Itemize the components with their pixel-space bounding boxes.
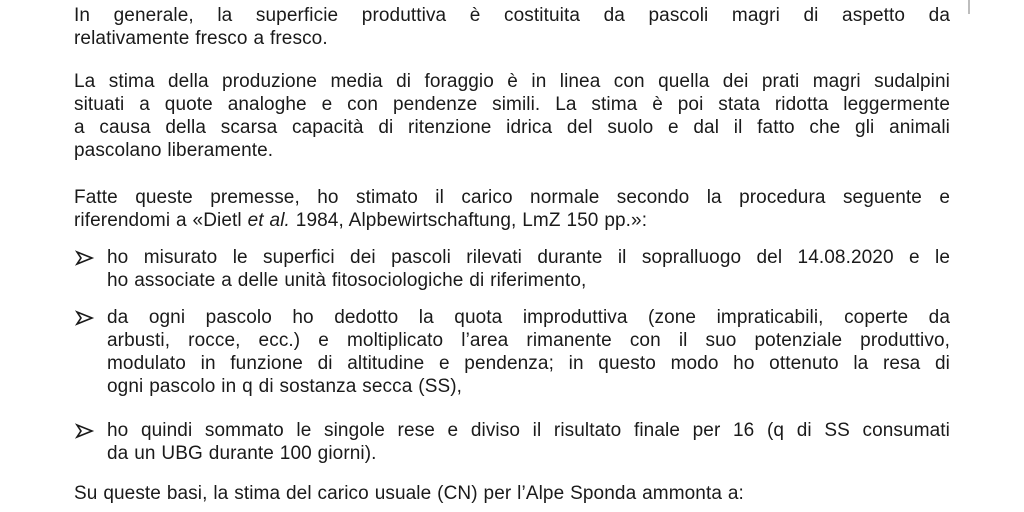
reference-text-end: 1984, Alpbewirtschaftung, LmZ 150 pp.»: [289,210,648,231]
text-line: arbusti, rocce, ecc.) e moltiplicato l’area rimanente con il suo potenziale produttivo, [107,330,950,351]
paragraph-surface-description [74,4,950,50]
paragraph-conclusion [74,482,950,505]
text-line: ho misurato le superfici dei pascoli rilevati durante il sopralluogo del 14.08.2020 e le [107,247,950,268]
arrowhead-bullet-icon [74,246,96,269]
reference-text-start: riferendomi a «Dietl [74,210,248,231]
paragraph-forage-estimate [74,70,950,162]
page-edge-rule [968,0,970,14]
text-line: Su queste basi, la stima del carico usuale (CN) per l’Alpe Sponda ammonta a: [74,483,744,504]
text-line: Fatte queste premesse, ho stimato il carico normale secondo la procedura seguente e [74,187,950,208]
text-line: a causa della scarsa capacità di ritenzione idrica del suolo e dal il fatto che gli animali [74,117,950,138]
paragraph-procedure-intro [74,186,950,232]
text-line: situati a quote analoghe e con pendenze simili. La stima è poi stata ridotta leggermente [74,94,950,115]
list-item-text [107,246,950,292]
text-line: modulato in funzione di altitudine e pendenza; in questo modo ho ottenuto la resa di [107,353,950,374]
text-line-reference [74,209,950,232]
list-item-text [107,419,950,465]
text-line: da un UBG durante 100 giorni). [107,443,377,464]
text-line: La stima della produzione media di foraggio è in linea con quella dei prati magri sudalpini [74,71,950,92]
text-line: da ogni pascolo ho dedotto la quota improduttiva (zone impraticabili, coperte da [107,307,950,328]
text-line: ho associate a delle unità fitosociologiche di riferimento, [107,270,587,291]
text-line: In generale, la superficie produttiva è costituita da pascoli magri di aspetto da [74,5,950,26]
list-item-text [107,306,950,398]
text-line: relativamente fresco a fresco. [74,28,328,49]
arrowhead-bullet-icon [74,306,96,329]
reference-italic: et al. [247,210,290,231]
text-line: ogni pascolo in q di sostanza secca (SS), [107,376,463,397]
text-line: pascolano liberamente. [74,140,274,161]
arrowhead-bullet-icon [74,419,96,442]
text-line: ho quindi sommato le singole rese e diviso il risultato finale per 16 (q di SS consumati [107,420,950,441]
